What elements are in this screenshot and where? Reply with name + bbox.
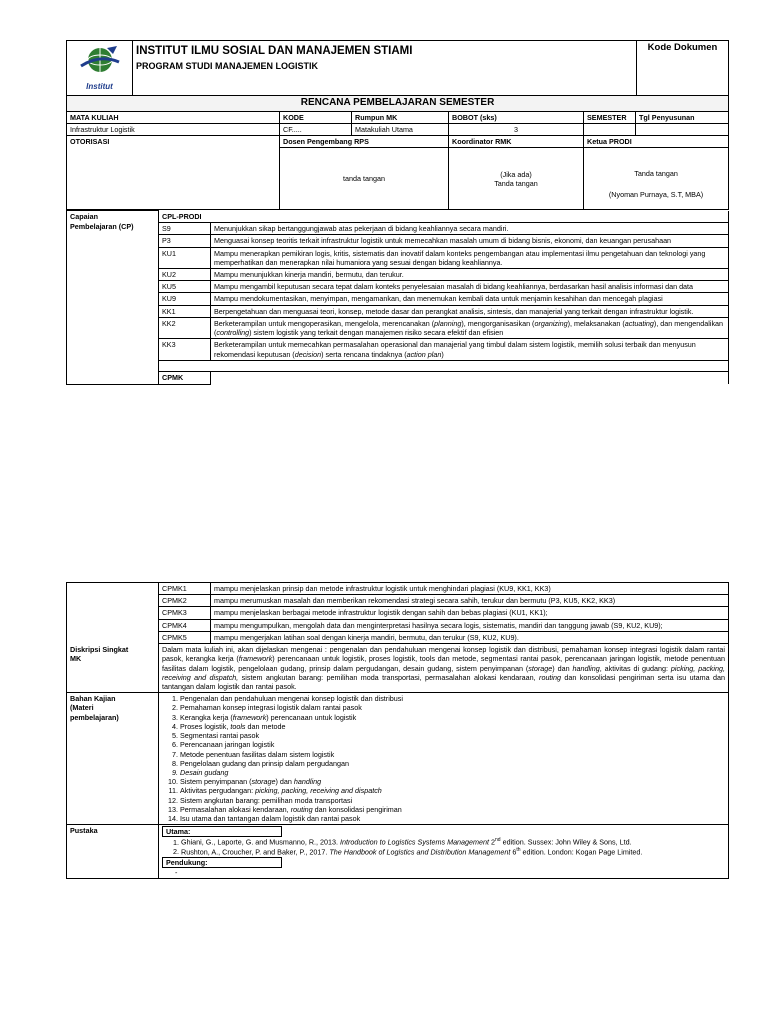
header-kode: KODE [280, 111, 352, 123]
header-bobot: BOBOT (sks) [449, 111, 584, 123]
cpl-row [67, 247, 729, 268]
deskripsi-label-line1: Diskripsi Singkat [70, 645, 129, 655]
cpl-code: KK1 [159, 305, 211, 317]
header-ketua-prodi: Ketua PRODI [584, 136, 729, 148]
cpmk-row [67, 595, 729, 607]
list-item: 4. Proses logistik, tools dan metode [180, 722, 725, 731]
cpmk-row [67, 583, 729, 595]
cpmk-row [67, 631, 729, 643]
institution-name: INSTITUT ILMU SOSIAL DAN MANAJEMEN STIAMI [136, 45, 413, 57]
cpmk-table [66, 582, 729, 644]
rps-title: RENCANA PEMBELAJARAN SEMESTER [67, 96, 729, 111]
program-name: PROGRAM STUDI MANAJEMEN LOGISTIK [136, 60, 319, 71]
header-mata-kuliah: MATA KULIAH [67, 111, 280, 123]
header-koordinator-rmk: Koordinator RMK [449, 136, 584, 148]
value-semester [584, 124, 636, 136]
header-table [66, 40, 729, 96]
capaian-label [67, 211, 159, 384]
list-item: 2. Pemahaman konsep integrasi logistik dalam rantai pasok [180, 703, 725, 712]
ketua-sign-text: Tanda tangan [634, 168, 678, 178]
cpl-code: P3 [159, 235, 211, 247]
value-tgl-penyusunan [636, 124, 729, 136]
deskripsi-label [67, 644, 159, 693]
cpmk-code: CPMK5 [159, 631, 211, 643]
cpl-text: Berketerampilan untuk mengoperasikan, mengelola, merencanakan (planning), mengorganisasikan (organizing), melaksanakan (actuating), dan mengendalikan (controlling) sistem logistik yang terkait dengan manajemen risiko secara efektif dan efisien [211, 317, 729, 338]
cpl-row [67, 317, 729, 338]
cpl-row [67, 339, 729, 360]
cpmk-text: mampu merumuskan masalah dan memberikan rekomendasi strategi secara sahih, terukur dan bermutu (P3, KU5, KK2, KK3) [211, 595, 729, 607]
bahan-kajian-label-line3: pembelajaran) [70, 712, 119, 722]
cpl-code: S9 [159, 223, 211, 235]
bahan-kajian-list [162, 694, 725, 823]
list-item: 8. Pengelolaan gudang dan prinsip dalam pergudangan [180, 759, 725, 768]
list-item: 10. Sistem penyimpanan (storage) dan handling [180, 777, 725, 786]
logo-text: Institut [86, 81, 113, 91]
header-rumpun-mk: Rumpun MK [352, 111, 449, 123]
globe-logo-icon [77, 44, 123, 80]
list-item: 3. Kerangka kerja (framework) perencanaan untuk logistik [180, 713, 725, 722]
koordinator-signature [449, 148, 584, 210]
pendukung-label: Pendukung: [162, 857, 282, 868]
cpl-code: KU9 [159, 293, 211, 305]
cpl-text: Menguasai konsep teoritis terkait infrastruktur logistik untuk memecahkan masalah umum di bidang bisnis, ekonomi, dan keuangan perusahaan [211, 235, 729, 247]
list-item: 14. Isu utama dan tantangan dalam logistik dan rantai pasok [180, 814, 725, 823]
cpl-code: KU2 [159, 269, 211, 281]
rps-page-2 [66, 582, 728, 879]
reference-item: 1. Ghiani, G., Laporte, G. and Musmanno, R., 2013. Introduction to Logistics Systems Management 2nd edition. Sussex: John Wiley & Sons, Ltd. [181, 837, 725, 847]
header-semester: SEMESTER [584, 111, 636, 123]
content-table [66, 644, 729, 879]
cpl-text: Berpengetahuan dan menguasai teori, konsep, metode dasar dan perangkat analisis, sintesis, dan manajerial yang terkait dengan infrastruktur logistik. [211, 305, 729, 317]
deskripsi-text: Dalam mata kuliah ini, akan dijelaskan mengenai : pengenalan dan pendahuluan mengenai konsep logistik dan distribusi, pemahaman konsep integrasi logistik dalam rantai pasok, kerangka kerja (framework) perencanaan untuk logistik, proses logistik, tools dan metode, segmentasi rantai pasok, perencanaan jaringan logistik, metode penentuan fasilitas dalam logistik, pengelolaan gudang, prinsip dalam pergudangan, desain gudang, sistem penyimpanan (storage) dan handling, aktivitas di gudang: picking, packing, receiving and dispatch, sistem angkutan barang: pemilihan moda transportasi, permasalahan alokasi kendaraan, routing dan konsolidasi pengiriman serta isu utama dan tantangan dalam logistik dan rantai pasok. [159, 644, 729, 693]
ketua-name: (Nyoman Purnaya, S.T, MBA) [608, 189, 704, 199]
cpmk-code: CPMK1 [159, 583, 211, 595]
bahan-kajian-list-cell [159, 693, 729, 825]
logo [67, 41, 133, 96]
cpmk-text: mampu mengerjakan latihan soal dengan kinerja mandiri, bermutu, dan terukur (S9, KU2, KU9). [211, 631, 729, 643]
cpl-code: KU5 [159, 281, 211, 293]
list-item: 6. Perencanaan jaringan logistik [180, 740, 725, 749]
cpmk-code: CPMK4 [159, 619, 211, 631]
list-item: 5. Segmentasi rantai pasok [180, 731, 725, 740]
pendukung-item: - [175, 867, 178, 877]
cpmk-code: CPMK3 [159, 607, 211, 619]
reference-item: 2. Rushton, A., Croucher, P. and Baker, P., 2017. The Handbook of Logistics and Distribution Management 6th edition. London: Kogan Page Limited. [181, 847, 725, 857]
ketua-signature [584, 148, 729, 210]
cpl-text: Menunjukkan sikap bertanggungjawab atas pekerjaan di bidang keahliannya secara mandiri. [211, 223, 729, 235]
value-kode: CF..... [280, 124, 352, 136]
pustaka-cell [159, 825, 729, 879]
cpl-row [67, 305, 729, 317]
capaian-label-line2: Pembelajaran (CP) [70, 221, 134, 231]
dosen-signature: tanda tangan [280, 148, 449, 210]
value-bobot: 3 [449, 124, 584, 136]
course-table [66, 96, 729, 210]
cpl-row [67, 223, 729, 235]
spacer-row [67, 360, 729, 371]
cpl-row [67, 293, 729, 305]
otorisasi-label: OTORISASI [67, 136, 280, 210]
cpmk-text: mampu menjelaskan prinsip dan metode infrastruktur logistik untuk menghindari plagiasi (KU9, KK1, KK3) [211, 583, 729, 595]
bahan-kajian-label-line2: (Materi [70, 703, 94, 713]
cpl-row [67, 269, 729, 281]
cpl-row [67, 281, 729, 293]
cpl-text: Mampu menunjukkan kinerja mandiri, bermutu, dan terukur. [211, 269, 729, 281]
koordinator-note: (Jika ada) [500, 169, 532, 179]
cpl-code: KK2 [159, 317, 211, 338]
cpl-code: KK3 [159, 339, 211, 360]
value-rumpun-mk: Matakuliah Utama [352, 124, 449, 136]
capaian-label-line1: Capaian [70, 212, 98, 222]
cpmk-code: CPMK2 [159, 595, 211, 607]
header-dosen-pengembang: Dosen Pengembang RPS [280, 136, 449, 148]
header-tgl-penyusunan: Tgl Penyusunan [636, 111, 729, 123]
list-item: 7. Metode penentuan fasilitas dalam sistem logistik [180, 750, 725, 759]
list-item: 12. Sistem angkutan barang: pemilihan moda transportasi [180, 796, 725, 805]
cpl-prodi-label: CPL-PRODI [159, 211, 729, 223]
bahan-kajian-label-line1: Bahan Kajian [70, 694, 116, 704]
utama-label: Utama: [162, 826, 282, 837]
cpmk-row [67, 619, 729, 631]
list-item: 1. Pengenalan dan pendahuluan mengenai konsep logistik dan distribusi [180, 694, 725, 703]
rps-page-1 [66, 40, 728, 385]
cpmk-text: mampu mengumpulkan, mengolah data dan menginterpretasi hasilnya secara logis, sistematis, mandiri dan tanggung jawab (S9, KU2, KU9); [211, 619, 729, 631]
cpl-text: Mampu mendokumentasikan, menyimpan, mengamankan, dan menemukan kembali data untuk menjamin kesahihan dan mencegah plagiasi [211, 293, 729, 305]
list-item: 11. Aktivitas pergudangan: picking, packing, receiving and dispatch [180, 786, 725, 795]
bahan-kajian-label [67, 693, 159, 825]
list-item: 13. Permasalahan alokasi kendaraan, routing dan konsolidasi pengiriman [180, 805, 725, 814]
cpl-text: Berketerampilan untuk memecahkan permasalahan operasional dan manajerial yang timbul dalam sistem logistik, memilih solusi terbaik dan menyusun rekomendasi keputusan (decision) serta rencana tindaknya (action plan) [211, 339, 729, 360]
pustaka-label: Pustaka [67, 825, 159, 879]
koordinator-sign-text: Tanda tangan [494, 178, 538, 188]
list-item: 9. Desain gudang [180, 768, 725, 777]
deskripsi-label-line2: MK [70, 654, 82, 664]
value-mata-kuliah: Infrastruktur Logistik [67, 124, 280, 136]
capaian-table [66, 210, 729, 384]
pustaka-list [159, 837, 728, 856]
cpl-text: Mampu menerapkan pemikiran logis, kritis, sistematis dan inovatif dalam konteks pengembangan atau implementasi ilmu pengetahuan dan teknologi yang memperhatikan dan menerapkan nilai humaniora yang sesuai dengan bidang keahliannya. [211, 247, 729, 268]
cpl-text: Mampu mengambil keputusan secara tepat dalam konteks penyelesaian masalah di bidang keahliannya, berdasarkan hasil analisis informasi dan data [211, 281, 729, 293]
cpmk-label: CPMK [159, 371, 211, 384]
kode-dokumen-label: Kode Dokumen [637, 41, 729, 96]
cpmk-text: mampu menjelaskan berbagai metode infrastruktur logistik dengan sahih dan bebas plagiasi (KU1, KK1); [211, 607, 729, 619]
cpl-code: KU1 [159, 247, 211, 268]
cpl-row [67, 235, 729, 247]
cpmk-row [67, 607, 729, 619]
